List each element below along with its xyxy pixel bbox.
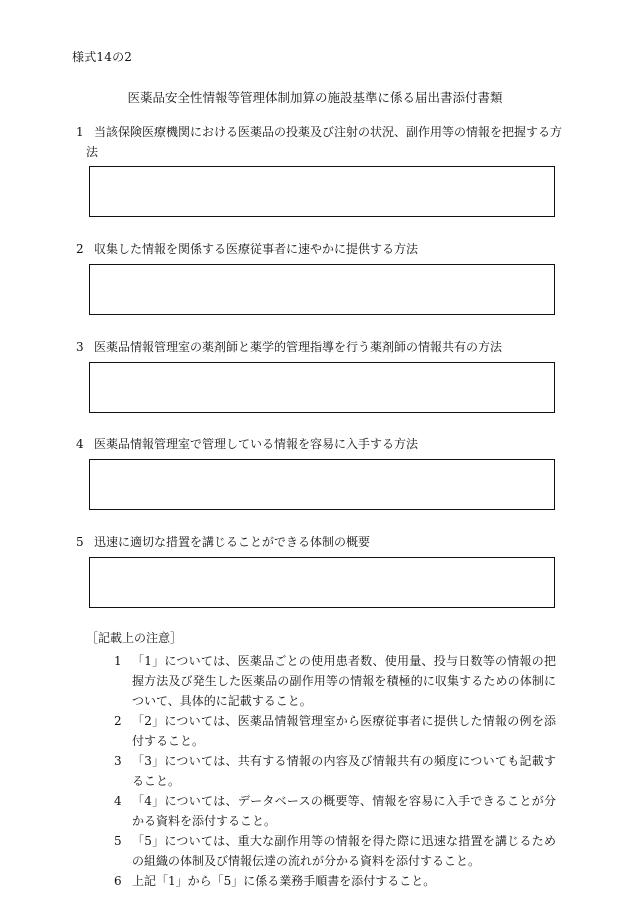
section-3-text: 医薬品情報管理室の薬剤師と薬学的管理指導を行う薬剤師の情報共有の方法 <box>94 340 503 354</box>
note-number: 5 <box>114 834 122 848</box>
section-2 <box>76 239 566 259</box>
note-number: 1 <box>114 654 122 668</box>
section-1-number: 1 <box>76 125 84 139</box>
section-2-heading <box>76 239 566 259</box>
notes <box>86 628 556 891</box>
section-4-number: 4 <box>76 437 84 451</box>
note-text: 「3」については、共有する情報の内容及び情報共有の頻度についても記載すること。 <box>132 754 556 788</box>
section-4-answer-box[interactable] <box>89 459 555 510</box>
section-1-answer-box[interactable] <box>89 166 555 217</box>
note-number: 6 <box>114 874 122 888</box>
note-number: 4 <box>114 794 122 808</box>
section-4-text: 医薬品情報管理室で管理している情報を容易に入手する方法 <box>94 437 419 451</box>
section-5-heading <box>76 532 566 552</box>
section-3-answer-box[interactable] <box>89 362 555 413</box>
section-3-number: 3 <box>76 340 84 354</box>
note-text: 「5」については、重大な副作用等の情報を得た際に迅速な措置を講じるための組織の体制及び情報伝達の流れが分かる資料を添付すること。 <box>132 834 556 868</box>
section-4-heading <box>76 434 566 454</box>
note-item <box>114 791 556 831</box>
note-text: 「2」については、医薬品情報管理室から医療従事者に提供した情報の例を添付すること。 <box>132 714 556 748</box>
section-5-answer-box[interactable] <box>89 557 555 608</box>
note-number: 2 <box>114 714 122 728</box>
section-2-number: 2 <box>76 242 84 256</box>
section-1-text: 当該保険医療機関における医薬品の投薬及び注射の状況、副作用等の情報を把握する方法 <box>86 125 563 159</box>
section-1-heading <box>76 122 566 162</box>
form-id: 様式14の2 <box>72 50 133 64</box>
note-item <box>114 751 556 791</box>
notes-heading: ［記載上の注意］ <box>86 631 183 645</box>
note-item <box>114 711 556 751</box>
section-3 <box>76 337 566 357</box>
note-number: 3 <box>114 754 122 768</box>
section-1 <box>76 122 566 162</box>
section-4 <box>76 434 566 454</box>
section-5-number: 5 <box>76 535 84 549</box>
note-text: 上記「1」から「5」に係る業務手順書を添付すること。 <box>132 874 436 888</box>
section-5-text: 迅速に適切な措置を講じることができる体制の概要 <box>94 535 371 549</box>
note-item <box>114 831 556 871</box>
note-text: 「4」については、データベースの概要等、情報を容易に入手できることが分かる資料を添付すること。 <box>132 794 556 828</box>
document-title: 医薬品安全性情報等管理体制加算の施設基準に係る届出書添付書類 <box>127 90 503 105</box>
note-text: 「1」については、医薬品ごとの使用患者数、使用量、投与日数等の情報の把握方法及び発生した医薬品の副作用等の情報を積極的に収集するための体制について、具体的に記載すること。 <box>132 654 556 708</box>
section-2-text: 収集した情報を関係する医療従事者に速やかに提供する方法 <box>94 242 419 256</box>
section-5 <box>76 532 566 552</box>
section-2-answer-box[interactable] <box>89 264 555 315</box>
note-item <box>114 651 556 711</box>
note-item <box>114 871 556 891</box>
section-3-heading <box>76 337 566 357</box>
